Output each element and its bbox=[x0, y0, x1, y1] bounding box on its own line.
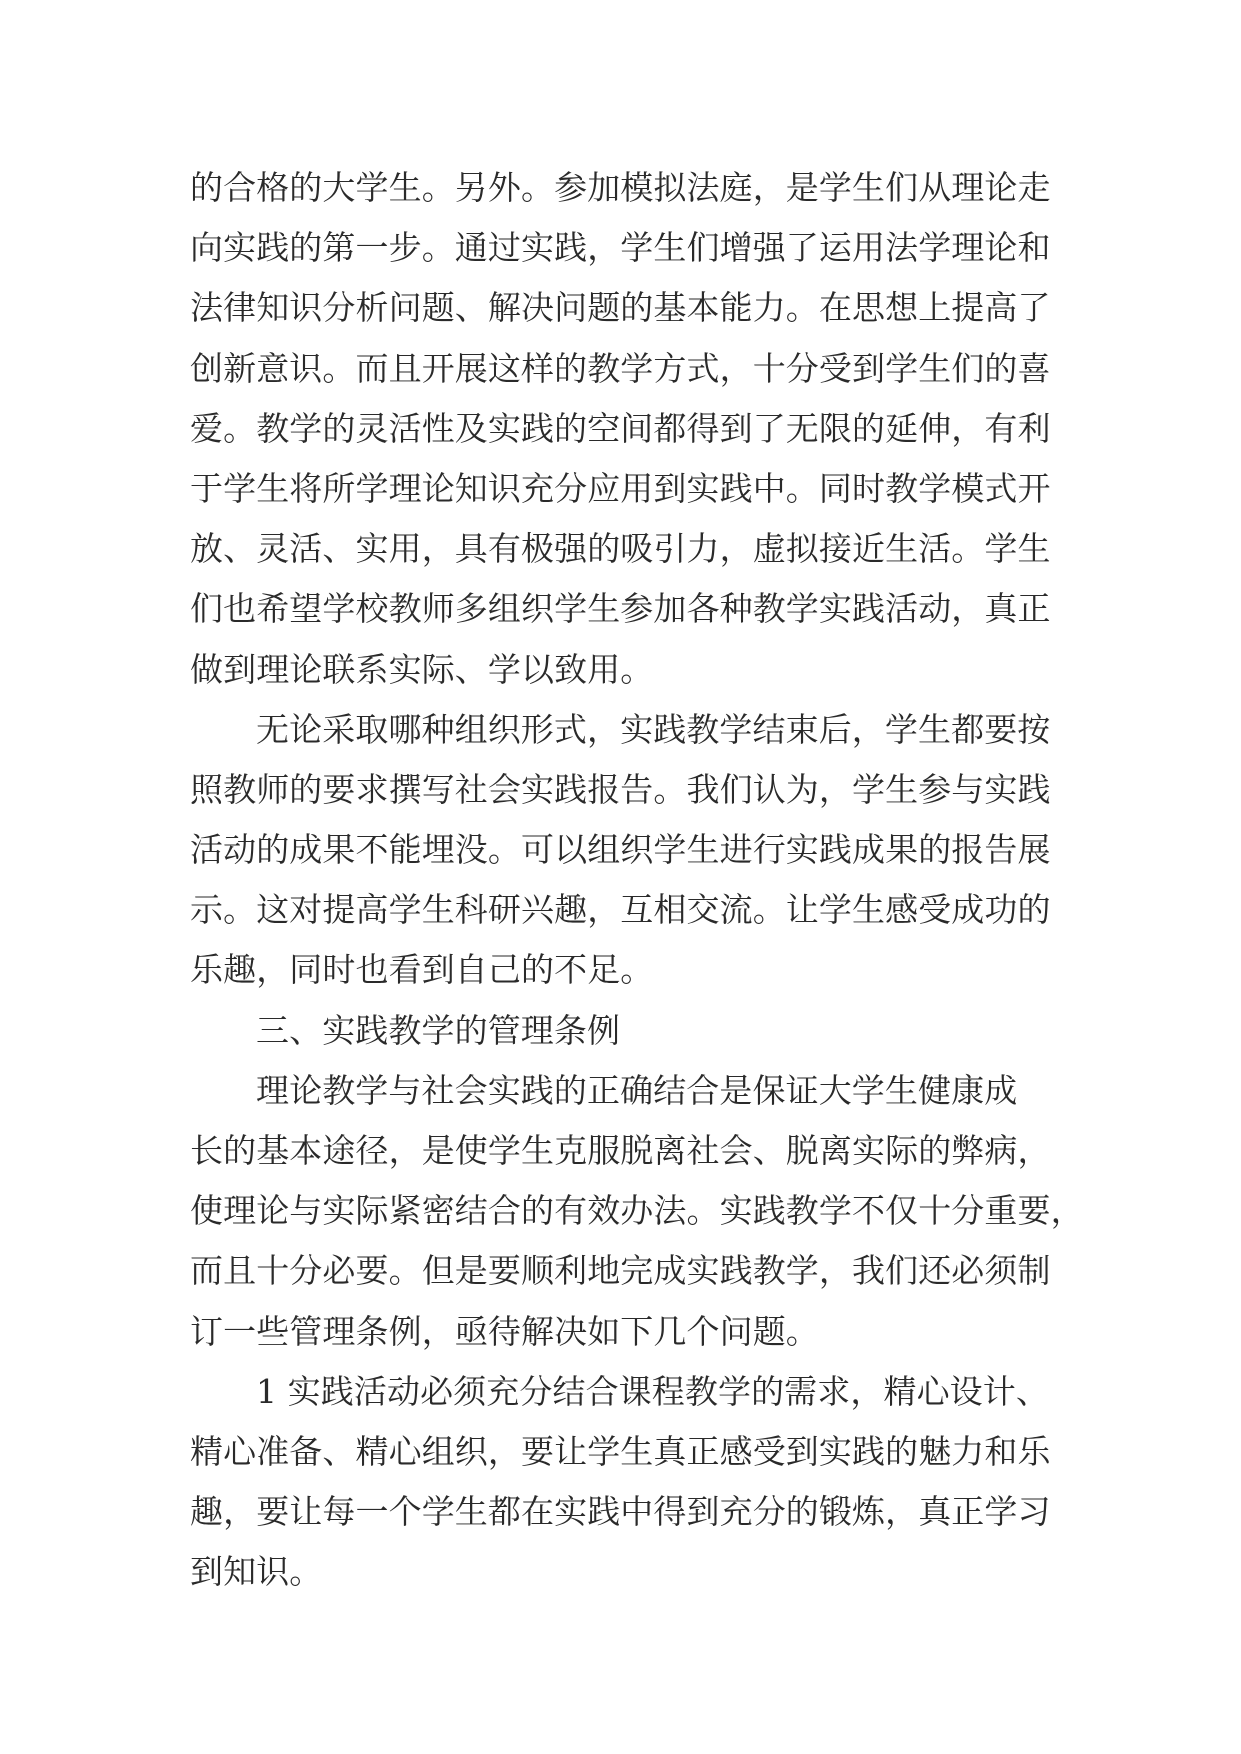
text-line: 到知识。 bbox=[190, 1552, 323, 1592]
paragraph-start-line: 理论教学与社会实践的正确结合是保证大学生健康成 bbox=[256, 1070, 1018, 1110]
list-item-start-line: 1 实践活动必须充分结合课程教学的需求，精心设计、 bbox=[256, 1371, 1049, 1411]
text-line: 使理论与实际紧密结合的有效办法。实践教学不仅十分重要， bbox=[190, 1191, 1084, 1231]
text-line: 乐趣，同时也看到自己的不足。 bbox=[190, 950, 654, 990]
text-line: 订一些管理条例，亟待解决如下几个问题。 bbox=[190, 1311, 819, 1351]
text-line: 于学生将所学理论知识充分应用到实践中。同时教学模式开 bbox=[190, 468, 1051, 508]
paragraph-start-line: 无论采取哪种组织形式，实践教学结束后，学生都要按 bbox=[256, 709, 1051, 749]
text-line: 们也希望学校教师多组织学生参加各种教学实践活动，真正 bbox=[190, 589, 1051, 629]
text-line: 放、灵活、实用，具有极强的吸引力，虚拟接近生活。学生 bbox=[190, 529, 1051, 569]
text-line: 长的基本途径，是使学生克服脱离社会、脱离实际的弊病， bbox=[190, 1131, 1051, 1170]
body-text bbox=[190, 158, 1084, 1603]
text-line: 而且十分必要。但是要顺利地完成实践教学，我们还必须制 bbox=[190, 1251, 1051, 1291]
text-line: 爱。教学的灵活性及实践的空间都得到了无限的延伸，有利 bbox=[190, 408, 1051, 448]
text-line: 趣，要让每一个学生都在实践中得到充分的锻炼，真正学习 bbox=[190, 1492, 1051, 1532]
text-line: 创新意识。而且开展这样的教学方式，十分受到学生们的喜 bbox=[190, 348, 1051, 388]
text-line: 照教师的要求撰写社会实践报告。我们认为，学生参与实践 bbox=[190, 769, 1051, 809]
text-line: 法律知识分析问题、解决问题的基本能力。在思想上提高了 bbox=[190, 288, 1051, 328]
text-line: 做到理论联系实际、学以致用。 bbox=[190, 649, 654, 689]
text-line: 精心准备、精心组织，要让学生真正感受到实践的魅力和乐 bbox=[190, 1431, 1051, 1471]
text-line: 示。这对提高学生科研兴趣，互相交流。让学生感受成功的 bbox=[190, 890, 1051, 930]
text-line: 向实践的第一步。通过实践，学生们增强了运用法学理论和 bbox=[190, 228, 1051, 268]
text-line: 活动的成果不能埋没。可以组织学生进行实践成果的报告展 bbox=[190, 830, 1051, 870]
section-heading: 三、实践教学的管理条例 bbox=[256, 1010, 621, 1050]
text-line: 的合格的大学生。另外。参加模拟法庭，是学生们从理论走 bbox=[190, 168, 1051, 207]
